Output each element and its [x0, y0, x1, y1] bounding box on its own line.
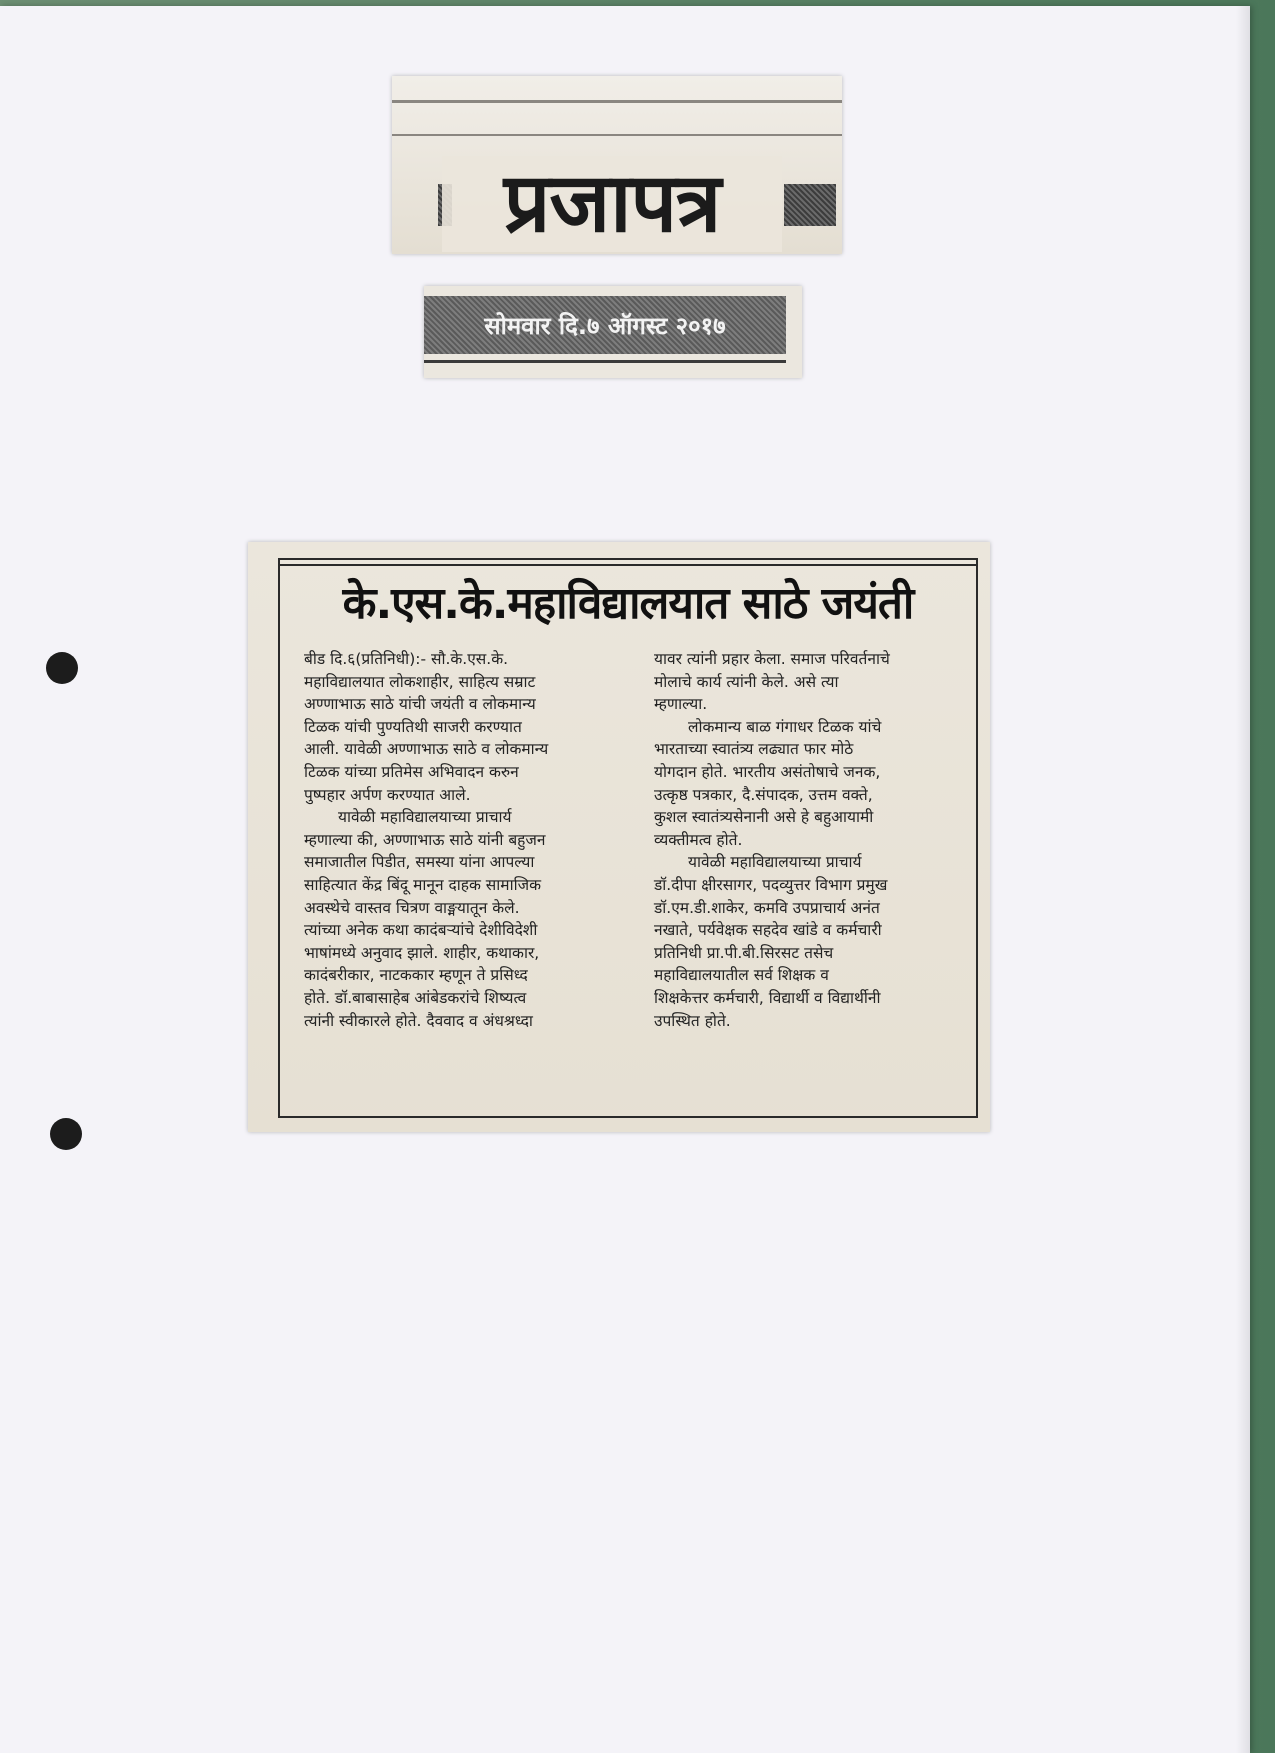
text-line: भारताच्या स्वातंत्र्य लढ्यात फार मोठे	[654, 740, 854, 759]
paragraph-2	[304, 806, 634, 1032]
punch-hole-bottom	[50, 1118, 82, 1150]
text-line: योगदान होते. भारतीय असंतोषाचे जनक,	[654, 762, 881, 781]
text-line: प्रतिनिधी प्रा.पी.बी.सिरसट तसेच	[654, 943, 834, 962]
text-line: बीड दि.६(प्रतिनिधी):- सौ.के.एस.के.	[304, 650, 509, 668]
paragraph-1	[304, 648, 634, 806]
text-line: व्यक्तीमत्व होते.	[654, 830, 743, 849]
text-line: टिळक यांच्या प्रतिमेस अभिवादन करुन	[304, 762, 519, 781]
text-line: उत्कृष्ठ पत्रकार, दै.संपादक, उत्तम वक्ते,	[654, 785, 873, 804]
text-line: अण्णाभाऊ साठे यांची जयंती व लोकमान्य	[304, 695, 536, 714]
text-line: यावेळी महाविद्यालयाच्या प्राचार्य	[338, 808, 512, 827]
text-line: उपस्थित होते.	[654, 1011, 731, 1030]
article-headline: के.एस.के.महाविद्यालयात साठे जयंती	[342, 578, 914, 629]
text-line: होते. डॉ.बाबासाहेब आंबेडकरांचे शिष्यत्व	[304, 988, 527, 1007]
date-clipping	[424, 286, 802, 378]
issue-date: सोमवार दि.७ ऑगस्ट २०१७	[484, 311, 726, 340]
text-line: महाविद्यालयातील सर्व शिक्षक व	[654, 966, 829, 985]
date-underline	[424, 360, 786, 363]
paragraph-5	[654, 851, 966, 1032]
text-line: पुष्पहार अर्पण करण्यात आले.	[304, 785, 471, 804]
text-line: म्हणाल्या की, अण्णाभाऊ साठे यांनी बहुजन	[304, 830, 546, 849]
text-line: यावर त्यांनी प्रहार केला. समाज परिवर्तनाचे	[654, 650, 890, 668]
text-line: त्यांनी स्वीकारले होते. दैववाद व अंधश्रध्दा	[304, 1011, 533, 1030]
paragraph-4	[654, 716, 966, 852]
text-line: नखाते, पर्यवेक्षक सहदेव खांडे व कर्मचारी	[654, 921, 882, 940]
text-line: यावेळी महाविद्यालयाच्या प्राचार्य	[688, 853, 862, 872]
text-line: शिक्षकेत्तर कर्मचारी, विद्यार्थी व विद्यार्थीनी	[654, 988, 881, 1007]
newspaper-name: प्रजापत्र	[442, 156, 782, 252]
text-line: साहित्यात केंद्र बिंदू मानून दाहक सामाजिक	[304, 875, 542, 894]
text-line: कुशल स्वातंत्र्यसेनानी असे हे बहुआयामी	[654, 808, 874, 827]
text-line: कादंबरीकार, नाटककार म्हणून ते प्रसिध्द	[304, 966, 528, 985]
text-line: आली. यावेळी अण्णाभाऊ साठे व लोकमान्य	[304, 740, 549, 759]
text-line: मोलाचे कार्य त्यांनी केले. असे त्या	[654, 672, 839, 691]
text-line: लोकमान्य बाळ गंगाधर टिळक यांचे	[688, 717, 882, 736]
paper-sheet	[0, 6, 1250, 1753]
text-line: अवस्थेचे वास्तव चित्रण वाङ्मयातून केले.	[304, 898, 520, 917]
article-column-left	[304, 648, 634, 1032]
text-line: टिळक यांची पुण्यतिथी साजरी करण्यात	[304, 717, 522, 736]
text-line: समाजातील पिडीत, समस्या यांना आपल्या	[304, 853, 535, 872]
masthead-clipping	[392, 76, 842, 254]
masthead-bar-right	[784, 184, 836, 226]
text-line: त्यांच्या अनेक कथा कादंबऱ्यांचे देशीविदेशी	[304, 921, 538, 940]
text-line: डॉ.एम.डी.शाकेर, कमवि उपप्राचार्य अनंत	[654, 898, 880, 917]
text-line: भाषांमध्ये अनुवाद झाले. शाहीर, कथाकार,	[304, 943, 540, 962]
text-line: डॉ.दीपा क्षीरसागर, पदव्युत्तर विभाग प्रमुख	[654, 875, 888, 894]
text-line: म्हणाल्या.	[654, 695, 708, 714]
paragraph-3	[654, 648, 966, 716]
article-top-rule	[278, 564, 978, 566]
text-line: महाविद्यालयात लोकशाहीर, साहित्य सम्राट	[304, 672, 536, 691]
punch-hole-top	[46, 652, 78, 684]
article-clipping	[248, 542, 990, 1132]
masthead-rule-second	[392, 134, 842, 136]
article-column-right	[654, 648, 966, 1032]
masthead-rule-top	[392, 100, 842, 103]
